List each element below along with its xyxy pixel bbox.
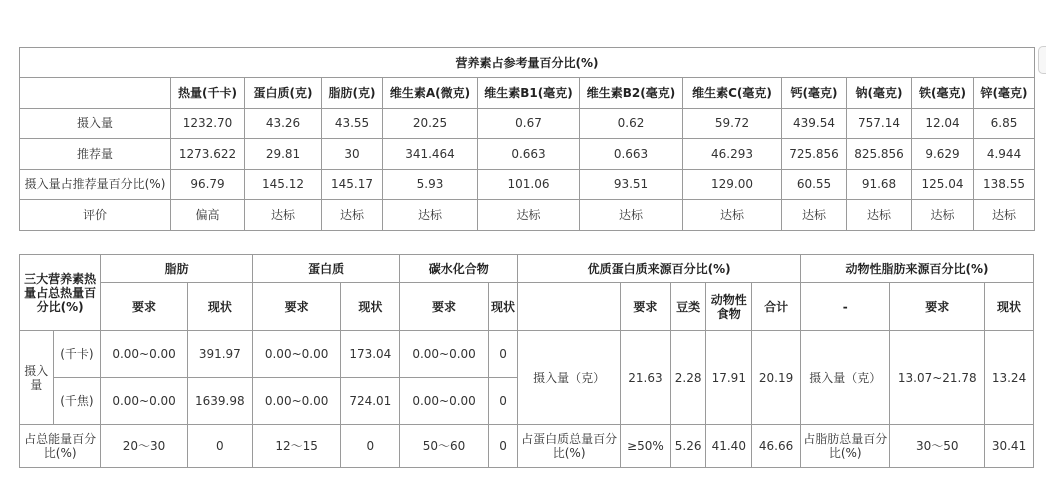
cell: 0.00~0.00: [400, 378, 488, 425]
column-header: 要求: [400, 283, 488, 331]
row-label: 推荐量: [20, 139, 171, 170]
cell: 达标: [245, 200, 322, 231]
cell: 12.04: [912, 108, 974, 139]
cell: 50～60: [400, 425, 488, 468]
column-header: 要求: [252, 283, 340, 331]
group-header-row: [20, 255, 1034, 283]
cell: 0: [187, 425, 252, 468]
cell: 达标: [383, 200, 478, 231]
cell: 0: [488, 378, 518, 425]
column-header: 维生素B2(毫克): [580, 78, 683, 109]
cell: 0.663: [478, 139, 580, 170]
cell: 30.41: [985, 425, 1034, 468]
cell: 0.00~0.00: [101, 331, 187, 378]
cell: 0.663: [580, 139, 683, 170]
table-row: [20, 169, 1035, 200]
cell: 173.04: [341, 331, 400, 378]
unit-label: (千卡): [53, 331, 101, 378]
cell: 725.856: [782, 139, 847, 170]
column-header: 脂肪(克): [322, 78, 383, 109]
cell: 43.26: [245, 108, 322, 139]
scrollbar-handle[interactable]: [1038, 46, 1046, 74]
cell: 达标: [683, 200, 782, 231]
cell: 129.00: [683, 169, 782, 200]
column-header: 要求: [101, 283, 187, 331]
cell: 达标: [322, 200, 383, 231]
cell: 2.28: [670, 331, 706, 425]
cell: 30～50: [890, 425, 985, 468]
cell: 0: [488, 425, 518, 468]
qp-pct-label: 占蛋白质总量百分比(%): [518, 425, 621, 468]
table-title: 营养素占参考量百分比(%): [20, 48, 1035, 78]
cell: 达标: [478, 200, 580, 231]
cell: 1639.98: [187, 378, 252, 425]
column-header: 热量(千卡): [171, 78, 245, 109]
column-header: 豆类: [670, 283, 706, 331]
cell: 9.629: [912, 139, 974, 170]
cell: 13.24: [985, 331, 1034, 425]
cell: 0: [488, 331, 518, 378]
cell: 825.856: [847, 139, 912, 170]
sub-header-row: [20, 283, 1034, 331]
cell: 4.944: [974, 139, 1035, 170]
column-header: 铁(毫克): [912, 78, 974, 109]
cell: 1273.622: [171, 139, 245, 170]
cell: ≥50%: [621, 425, 671, 468]
table-row: [20, 200, 1035, 231]
cell: 724.01: [341, 378, 400, 425]
carb-header: 碳水化合物: [400, 255, 518, 283]
cell: 96.79: [171, 169, 245, 200]
corner-header: 三大营养素热量占总热量百分比(%): [20, 255, 101, 331]
cell: 391.97: [187, 331, 252, 378]
cell: 达标: [912, 200, 974, 231]
cell: 0.00~0.00: [101, 378, 187, 425]
column-header: 维生素A(微克): [383, 78, 478, 109]
cell: 达标: [847, 200, 912, 231]
cell: 20～30: [101, 425, 187, 468]
table-row: [20, 139, 1035, 170]
cell: 达标: [782, 200, 847, 231]
cell: 12～15: [252, 425, 340, 468]
cell: 91.68: [847, 169, 912, 200]
cell: 达标: [974, 200, 1035, 231]
cell: 43.55: [322, 108, 383, 139]
column-header: 蛋白质(克): [245, 78, 322, 109]
column-header: 现状: [985, 283, 1034, 331]
cell: 125.04: [912, 169, 974, 200]
protein-header: 蛋白质: [252, 255, 399, 283]
cell: 1232.70: [171, 108, 245, 139]
cell: 145.17: [322, 169, 383, 200]
table-row: [20, 425, 1034, 468]
cell: 5.93: [383, 169, 478, 200]
fat-header: 脂肪: [101, 255, 253, 283]
cell: 6.85: [974, 108, 1035, 139]
cell: 0.67: [478, 108, 580, 139]
pct-label: 占总能量百分比(%): [20, 425, 101, 468]
cell: 341.464: [383, 139, 478, 170]
cell: 21.63: [621, 331, 671, 425]
cell: 17.91: [706, 331, 752, 425]
animal-fat-header: 动物性脂肪来源百分比(%): [801, 255, 1034, 283]
header-blank: [518, 283, 621, 331]
cell: 60.55: [782, 169, 847, 200]
cell: 41.40: [706, 425, 752, 468]
cell: 0.00~0.00: [252, 331, 340, 378]
cell: 20.19: [752, 331, 801, 425]
macronutrient-energy-table: [19, 254, 1034, 468]
cell: 439.54: [782, 108, 847, 139]
cell: 138.55: [974, 169, 1035, 200]
cell: 59.72: [683, 108, 782, 139]
cell: 46.66: [752, 425, 801, 468]
column-header: 要求: [890, 283, 985, 331]
cell: 30: [322, 139, 383, 170]
nutrient-reference-table: [19, 47, 1035, 231]
column-header: 要求: [621, 283, 671, 331]
header-blank: [20, 78, 171, 109]
column-header: 合计: [752, 283, 801, 331]
column-header: 现状: [488, 283, 518, 331]
cell: 29.81: [245, 139, 322, 170]
column-header: 现状: [187, 283, 252, 331]
column-header: -: [801, 283, 890, 331]
af-intake-label: 摄入量（克）: [801, 331, 890, 425]
column-header: 钠(毫克): [847, 78, 912, 109]
unit-label: (千焦): [53, 378, 101, 425]
cell: 5.26: [670, 425, 706, 468]
intake-label: 摄入量: [20, 331, 54, 425]
cell: 757.14: [847, 108, 912, 139]
column-header: 维生素B1(毫克): [478, 78, 580, 109]
row-label: 评价: [20, 200, 171, 231]
header-row: [20, 78, 1035, 109]
cell: 46.293: [683, 139, 782, 170]
quality-protein-header: 优质蛋白质来源百分比(%): [518, 255, 801, 283]
cell: 偏高: [171, 200, 245, 231]
qp-intake-label: 摄入量（克）: [518, 331, 621, 425]
row-label: 摄入量: [20, 108, 171, 139]
cell: 145.12: [245, 169, 322, 200]
table-row: [20, 108, 1035, 139]
cell: 0.00~0.00: [400, 331, 488, 378]
cell: 0.00~0.00: [252, 378, 340, 425]
column-header: 现状: [341, 283, 400, 331]
cell: 达标: [580, 200, 683, 231]
af-pct-label: 占脂肪总量百分比(%): [801, 425, 890, 468]
cell: 13.07~21.78: [890, 331, 985, 425]
column-header: 锌(毫克): [974, 78, 1035, 109]
row-label: 摄入量占推荐量百分比(%): [20, 169, 171, 200]
table-row: [20, 331, 1034, 378]
cell: 0: [341, 425, 400, 468]
cell: 20.25: [383, 108, 478, 139]
column-header: 动物性食物: [706, 283, 752, 331]
cell: 101.06: [478, 169, 580, 200]
column-header: 维生素C(毫克): [683, 78, 782, 109]
cell: 93.51: [580, 169, 683, 200]
column-header: 钙(毫克): [782, 78, 847, 109]
cell: 0.62: [580, 108, 683, 139]
